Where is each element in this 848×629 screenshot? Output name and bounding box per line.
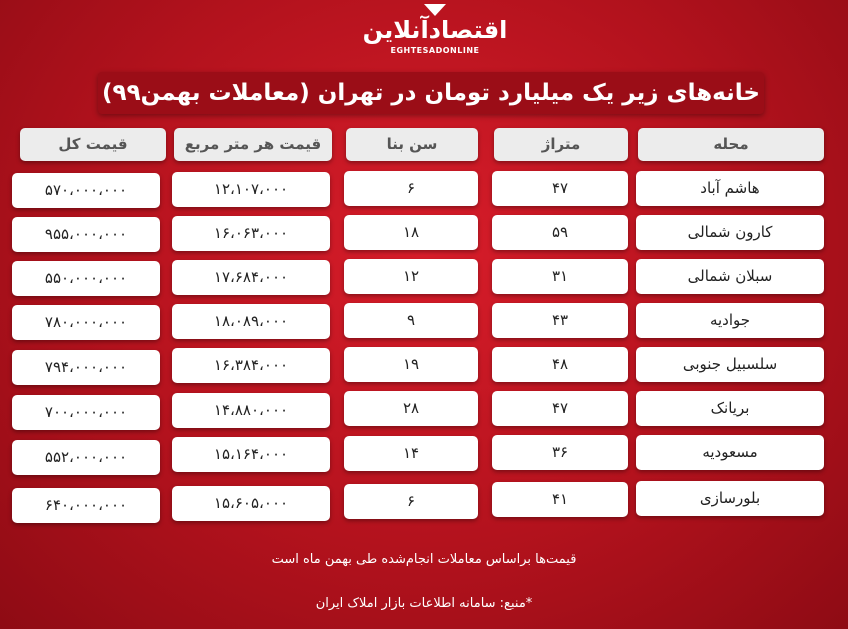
cell-area: سلسبیل جنوبی [636,347,824,382]
footer-note: قیمت‌ها براساس معاملات انجام‌شده طی بهمن ماه است [271,552,577,567]
cell-total-price: ۷۹۴،۰۰۰،۰۰۰ [12,350,160,385]
cell-area: مسعودیه [636,435,824,470]
cell-age: ۱۸ [344,215,478,250]
brand-latin: EGHTESADONLINE [390,46,480,55]
cell-age: ۱۹ [344,347,478,382]
cell-price-per-meter: ۱۵،۶۰۵،۰۰۰ [172,486,330,521]
cell-price-per-meter: ۱۸،۰۸۹،۰۰۰ [172,304,330,339]
brand-logo [360,4,510,60]
cell-area: بلورسازی [636,481,824,516]
cell-area: سبلان شمالی [636,259,824,294]
header-age: سن بنا [346,128,478,161]
cell-age: ۹ [344,303,478,338]
cell-meter: ۳۱ [492,259,628,294]
cell-age: ۶ [344,171,478,206]
cell-area: هاشم آباد [636,171,824,206]
logo-triangle-icon [424,4,446,16]
cell-meter: ۴۳ [492,303,628,338]
cell-price-per-meter: ۱۶،۰۶۳،۰۰۰ [172,216,330,251]
cell-total-price: ۵۵۰،۰۰۰،۰۰۰ [12,261,160,296]
header-area: محله [638,128,824,161]
cell-age: ۱۴ [344,436,478,471]
cell-age: ۱۲ [344,259,478,294]
cell-total-price: ۵۷۰،۰۰۰،۰۰۰ [12,173,160,208]
cell-area: کارون شمالی [636,215,824,250]
cell-area: بریانک [636,391,824,426]
cell-price-per-meter: ۱۶،۳۸۴،۰۰۰ [172,348,330,383]
cell-total-price: ۶۴۰،۰۰۰،۰۰۰ [12,488,160,523]
footer-source: *منبع: سامانه اطلاعات بازار املاک ایران [315,596,533,611]
cell-meter: ۴۷ [492,171,628,206]
header-meter: متراژ [494,128,628,161]
header-price-per-meter: قیمت هر متر مربع [174,128,332,161]
cell-area: جوادیه [636,303,824,338]
cell-price-per-meter: ۱۷،۶۸۴،۰۰۰ [172,260,330,295]
cell-total-price: ۷۸۰،۰۰۰،۰۰۰ [12,305,160,340]
cell-age: ۶ [344,484,478,519]
cell-total-price: ۵۵۲،۰۰۰،۰۰۰ [12,440,160,475]
cell-age: ۲۸ [344,391,478,426]
cell-total-price: ۷۰۰،۰۰۰،۰۰۰ [12,395,160,430]
cell-meter: ۴۱ [492,482,628,517]
cell-price-per-meter: ۱۴،۸۸۰،۰۰۰ [172,393,330,428]
cell-price-per-meter: ۱۵،۱۶۴،۰۰۰ [172,437,330,472]
cell-meter: ۴۷ [492,391,628,426]
cell-meter: ۵۹ [492,215,628,250]
cell-price-per-meter: ۱۲،۱۰۷،۰۰۰ [172,172,330,207]
cell-meter: ۳۶ [492,435,628,470]
brand-name: اقتصادآنلاین [362,16,508,44]
cell-meter: ۴۸ [492,347,628,382]
page-title: خانه‌های زیر یک میلیارد تومان در تهران (معاملات بهمن۹۹) [98,72,764,114]
header-total-price: قیمت کل [20,128,166,161]
cell-total-price: ۹۵۵،۰۰۰،۰۰۰ [12,217,160,252]
